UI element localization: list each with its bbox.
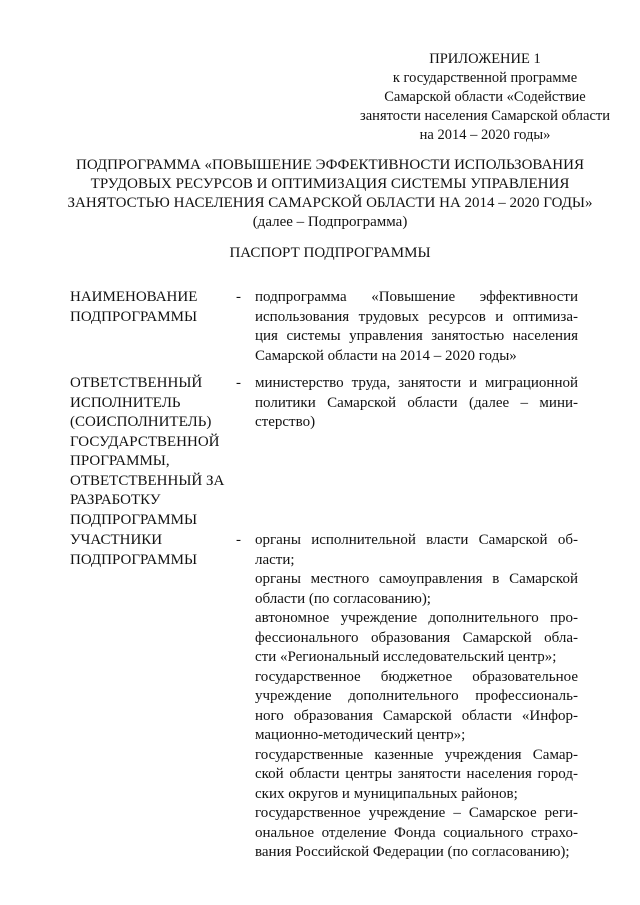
heading-line: ЗАНЯТОСТЬЮ НАСЕЛЕНИЯ САМАРСКОЙ ОБЛАСТИ НА 2014 – 2020 ГОДЫ» xyxy=(67,195,593,211)
row-value-line: подпрограмма «Повышение эффективности xyxy=(255,289,578,305)
row-value-line: органы местного самоуправления в Самарской xyxy=(255,571,578,587)
subprogram-heading xyxy=(40,156,620,232)
annex-line: Самарской области «Содействие xyxy=(384,89,586,105)
row-label xyxy=(70,374,245,530)
row-label-line: УЧАСТНИКИ xyxy=(70,532,163,548)
row-value-line: Самарской области на 2014 – 2020 годы» xyxy=(255,347,517,364)
heading-line: (далее – Подпрограмма) xyxy=(252,214,408,230)
row-value-line: стерство) xyxy=(255,414,316,430)
row-value-line: органы исполнительной власти Самарской об- xyxy=(255,532,578,548)
row-value xyxy=(255,531,578,863)
row-value xyxy=(255,288,578,366)
row-value-line: государственные казенные учреждения Самар- xyxy=(255,746,578,763)
row-value-line: государственное бюджетное образовательное xyxy=(255,668,578,685)
row-value-line: области (по согласованию); xyxy=(255,590,431,607)
row-label-line: ОТВЕТСТВЕННЫЙ ЗА xyxy=(70,472,225,489)
row-label-line: ОТВЕТСТВЕННЫЙ xyxy=(70,375,203,391)
row-value-line: политики Самарской области (далее – мини- xyxy=(255,394,578,411)
row-value-line: ция системы управления занятостью населения xyxy=(255,328,578,344)
row-dash: - xyxy=(236,289,241,305)
row-label-line: (СОИСПОЛНИТЕЛЬ) xyxy=(70,414,212,430)
row-value xyxy=(255,374,578,433)
row-value-line: государственное учреждение – Самарское реги- xyxy=(255,805,578,821)
row-value-line: ональное отделение Фонда социального страхо- xyxy=(255,824,578,841)
row-value-line: учреждение дополнительного профессиональ- xyxy=(255,688,578,704)
row-value-line: министерство труда, занятости и миграционной xyxy=(255,375,578,391)
row-label-line: ИСПОЛНИТЕЛЬ xyxy=(70,394,181,411)
row-label xyxy=(70,531,245,570)
row-value-line: сти «Региональный исследовательский центр»; xyxy=(255,649,557,665)
heading-line: ПОДПРОГРАММА «ПОВЫШЕНИЕ ЭФФЕКТИВНОСТИ ИСПОЛЬЗОВАНИЯ xyxy=(76,157,584,173)
row-label-line: ПОДПРОГРАММЫ xyxy=(70,551,198,568)
annex-line: на 2014 – 2020 годы» xyxy=(419,127,551,143)
annex-line: к государственной программе xyxy=(392,70,578,86)
row-value-line: фессионального образования Самарской обла- xyxy=(255,629,578,646)
row-value-line: ласти; xyxy=(255,551,295,568)
row-label-line: РАЗРАБОТКУ xyxy=(70,492,161,508)
row-value-line: вания Российской Федерации (по согласованию); xyxy=(255,844,570,860)
row-dash: - xyxy=(236,375,241,391)
annex-line: занятости населения Самарской области xyxy=(360,108,610,124)
row-label-line: ПОДПРОГРАММЫ xyxy=(70,511,198,528)
row-label-line: ГОСУДАРСТВЕННОЙ xyxy=(70,433,220,450)
row-value-line: ской области центры занятости населения город- xyxy=(255,766,578,782)
annex-header xyxy=(360,50,610,145)
row-value-line: ного образования Самарской области «Инфор- xyxy=(255,707,578,724)
row-label-line: ПРОГРАММЫ, xyxy=(70,453,170,469)
annex-title: ПРИЛОЖЕНИЕ 1 xyxy=(429,51,541,67)
row-value-line: автономное учреждение дополнительного про- xyxy=(255,610,578,626)
row-value-line: мационно-методический центр»; xyxy=(255,727,466,743)
row-label-line: НАИМЕНОВАНИЕ xyxy=(70,289,198,305)
row-dash: - xyxy=(236,532,241,548)
row-label-line: ПОДПРОГРАММЫ xyxy=(70,308,198,325)
row-value-line: использования трудовых ресурсов и оптимиза- xyxy=(255,308,578,325)
passport-title: ПАСПОРТ ПОДПРОГРАММЫ xyxy=(229,245,431,261)
row-value-line: ских округов и муниципальных районов; xyxy=(255,785,518,802)
row-label xyxy=(70,288,245,327)
heading-line: ТРУДОВЫХ РЕСУРСОВ И ОПТИМИЗАЦИЯ СИСТЕМЫ УПРАВЛЕНИЯ xyxy=(90,176,570,192)
